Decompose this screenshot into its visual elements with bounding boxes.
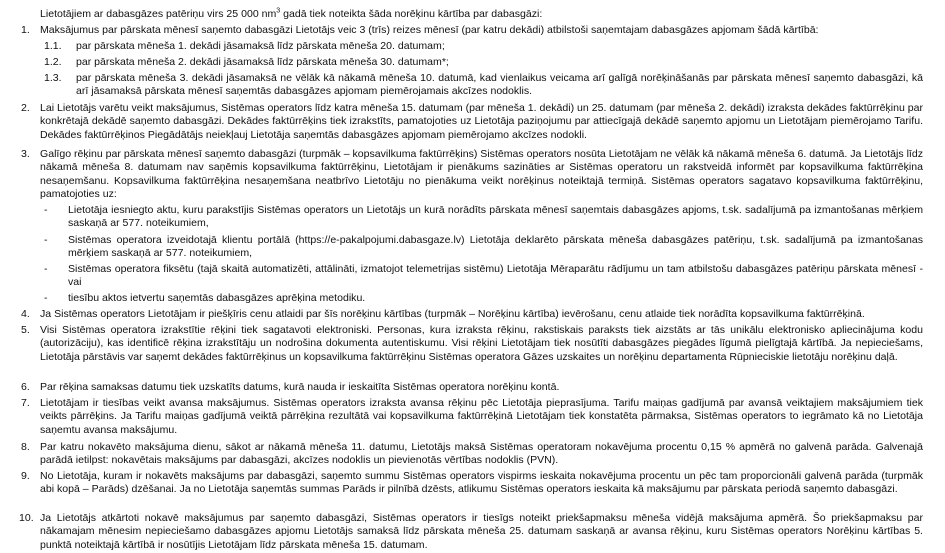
list-number: 4. (21, 308, 30, 320)
list-number: 7. (21, 397, 30, 409)
list-item-9 (0, 470, 935, 497)
list-item-4 (0, 308, 935, 321)
list-text: Ja Lietotājs atkārtoti nokavē maksājumus par saņemto dabasgāzi, Sistēmas operators ir tiesīgs noteikt priekšapmaksu mēneša vidējā maksājuma apmērā. Šo priekšapmaksu par nākamajam mēnesim nepieciešamo dabasgāzes apjomu Lietotājs samaksā līdz pārskata mēneša 25. datumam saskaņā ar avansa rēķinu, kuru Sistēmas operators Norēķinu kārtības 5. punktā noteiktajā kārtībā ir nosūtījis Lietotājam līdz pārskata mēneša 15. datumam. (40, 512, 923, 551)
list-number: 6. (21, 381, 30, 393)
bullet-item-2 (0, 234, 935, 261)
bullet-dash: - (44, 234, 48, 246)
bullet-dash: - (44, 292, 48, 304)
intro-paragraph (40, 8, 542, 21)
list-item-3 (0, 148, 935, 202)
sub-item-1-1 (0, 40, 935, 53)
bullet-item-1 (0, 204, 935, 231)
list-number: 2. (21, 102, 30, 114)
list-text: Galīgo rēķinu par pārskata mēnesī saņemto dabasgāzi (turpmāk – kopsavilkuma faktūrrēķins) Sistēmas operators nosūta Lietotājam ne vēlāk kā nākamā mēneša 6. datumā. Ja Lietotājs līdz nākamā mēneša 8. datumam nav saņēmis kopsavilkuma faktūrrēķinu, Lietotājam ir pienākums sazināties ar Sistēmas operatoru un rakstveidā informēt par kopsavilkuma faktūrrēķina nesaņemšanu. Kopsavilkuma faktūrrēķina nesaņemšana neatbrīvo Lietotāju no pienākuma veikt norēķinus noteiktajā termiņā. Sistēmas operators sagatavo kopsavilkuma faktūrrēķinu, pamatojoties uz: (40, 148, 923, 201)
list-item-1 (0, 24, 935, 37)
list-item-5 (0, 324, 935, 364)
bullet-item-4 (0, 292, 935, 305)
sub-text: par pārskata mēneša 3. dekādi jāsamaksā ne vēlāk kā nākamā mēneša 10. datumā, kad vienlaikus veicama arī galīgā norēķināšanās par pārskata mēnesī saņemto dabasgāzi, kā arī jāsamaksā pārskata mēnesī saņemtās dabasgāzes apjomam piemērojamais akcīzes nodoklis. (76, 72, 923, 98)
list-number: 3. (21, 148, 30, 160)
bullet-text: Sistēmas operatora izveidotajā klientu portālā (https://e-pakalpojumi.dabasgaze.lv) Lietotāja deklarēto pārskata mēneša dabasgāzes patēriņu, t.sk. sadalījumā pa izmantošanas mērķiem saskaņā ar 577. noteikumiem, (68, 234, 923, 260)
list-number: 10. (19, 512, 34, 524)
bullet-dash: - (44, 204, 48, 216)
sub-number: 1.2. (44, 56, 62, 68)
bullet-dash: - (44, 263, 48, 275)
sub-number: 1.1. (44, 40, 62, 52)
list-item-6 (0, 381, 935, 394)
list-text: No Lietotāja, kuram ir nokavēts maksājums par dabasgāzi, saņemto summu Sistēmas operators vispirms ieskaita nokavējuma procentu un pēc tam proporcionāli galvenā parāda (turpmāk abi kopā – Parāds) dzēšanai. Ja no Lietotāja saņemtās summas Parāds ir pilnībā dzēsts, atlikumu Sistēmas operators ieskaita kā maksājumu par pārskata periodā saņemto dabasgāzi. (40, 470, 923, 496)
list-text: Par katru nokavēto maksājuma dienu, sākot ar nākamā mēneša 11. datumu, Lietotājs maksā Sistēmas operatoram nokavējuma procentu 0,15 % apmērā no galvenā parāda. Galvenajā parādā ietilpst: nokavētais maksājums par dabasgāzi, akcīzes nodoklis un pievienotās vērtības nodoklis (PVN). (40, 441, 923, 467)
sub-text: par pārskata mēneša 1. dekādi jāsamaksā līdz pārskata mēneša 20. datumam; (76, 40, 445, 52)
list-item-2 (0, 102, 935, 142)
list-item-10 (0, 512, 935, 552)
bullet-item-3 (0, 263, 935, 290)
list-text: Lietotājam ir tiesības veikt avansa maksājumus. Sistēmas operators izraksta avansa rēķinu pēc Lietotāja pieprasījuma. Tarifu maiņas gadījumā par avansā veiktajiem maksājumiem tiek veikts pārrēķins. Ja Tarifu maiņas gadījumā veiktā pārrēķina rezultātā vai kopsavilkuma faktūrrēķinā Lietotājam tiek konstatēta pārmaksa, Sistēmas operators to iegrāmato kā no Lietotāja saņemtu avansa maksājumu. (40, 397, 923, 436)
list-text: Ja Sistēmas operators Lietotājam ir piešķīris cenu atlaidi par šīs norēķinu kārtības (turpmāk – Norēķinu kārtība) ievērošanu, cenu atlaide tiek norādīta kopsavilkuma faktūrrēķinā. (40, 308, 865, 320)
list-text: Maksājumus par pārskata mēnesī saņemto dabasgāzi Lietotājs veic 3 (trīs) reizes mēnesī (par katru dekādi) atbilstoši saņemtajam dabasgāzes apjomam šādā kārtībā: (40, 24, 819, 36)
list-number: 8. (21, 441, 30, 453)
bullet-text: Lietotāja iesniegto aktu, kuru parakstījis Sistēmas operators un Lietotājs un kurā norādīts pārskata mēnesī saņemtais dabasgāzes apjoms, t.sk. sadalījumā pa izmantošanas mērķiem saskaņā ar 577. noteikumiem, (68, 204, 923, 230)
intro-text-end: gadā tiek noteikta šāda norēķinu kārtība par dabasgāzi: (280, 8, 543, 20)
list-number: 5. (21, 324, 30, 336)
sub-item-1-2 (0, 56, 935, 69)
list-text: Par rēķina samaksas datumu tiek uzskatīts datums, kurā nauda ir ieskaitīta Sistēmas operatora norēķinu kontā. (40, 381, 560, 393)
list-item-7 (0, 397, 935, 437)
intro-superscript: 3 (276, 7, 281, 15)
intro-text: Lietotājiem ar dabasgāzes patēriņu virs 25 000 nm (40, 8, 277, 20)
bullet-text: Sistēmas operatora fiksētu (tajā skaitā automatizēti, attālināti, izmatojot telemetrijas sistēmu) Lietotāja Mēraparātu rādījumu un tam atbilstošu dabasgāzes patēriņu pārskata mēnesī - vai (68, 263, 923, 289)
list-item-8 (0, 441, 935, 468)
sub-number: 1.3. (44, 72, 62, 84)
bullet-text: tiesību aktos ietvertu saņemtās dabasgāzes aprēķina metodiku. (68, 292, 366, 304)
sub-item-1-3 (0, 72, 935, 99)
list-text: Lai Lietotājs varētu veikt maksājumus, Sistēmas operators līdz katra mēneša 15. datumam (par mēneša 1. dekādi) un 25. datumam (par mēneša 2. dekādi) izraksta dekādes faktūrrēķinu par konkrētajā dekādē saņemto dabasgāzi. Dekādes faktūrrēķins tiek izrakstīts, pamatojoties uz Lietotāja paziņojumu par attiecīgajā dekādē saņemto apjomu un Lietotājam piemērojamo Tarifu. Dekādes faktūrrēķinos Piegādātājs neiekļauj Lietotāja saņemtās dabasgāzes apjomam piemērojamo akcīzes nodokli. (40, 102, 923, 141)
list-number: 9. (21, 470, 30, 482)
list-number: 1. (21, 24, 30, 36)
sub-text: par pārskata mēneša 2. dekādi jāsamaksā līdz pārskata mēneša 30. datumam*; (76, 56, 449, 68)
list-text: Visi Sistēmas operatora izrakstītie rēķini tiek sagatavoti elektroniski. Personas, kura izraksta rēķinu, rakstiskais paraksts tiek aizstāts ar tās unikālu elektronisko apliecinājuma kodu (autorizāciju), kas identificē rēķina izrakstītāju un nodrošina dokumenta autentiskumu. Visi rēķini Lietotājam tiek nosūtīti dabasgāzes piegādes līgumā pielīgtajā kārtībā. Ja nepieciešams, Lietotāja pārstāvis var saņemt dekādes faktūrrēķinus un kopsavilkuma faktūrrēķinu Sistēmas operatora Gāzes uzskaites un norēķinu departamenta Rūpnieciskie lietotāju norēķinu daļā. (40, 324, 923, 363)
